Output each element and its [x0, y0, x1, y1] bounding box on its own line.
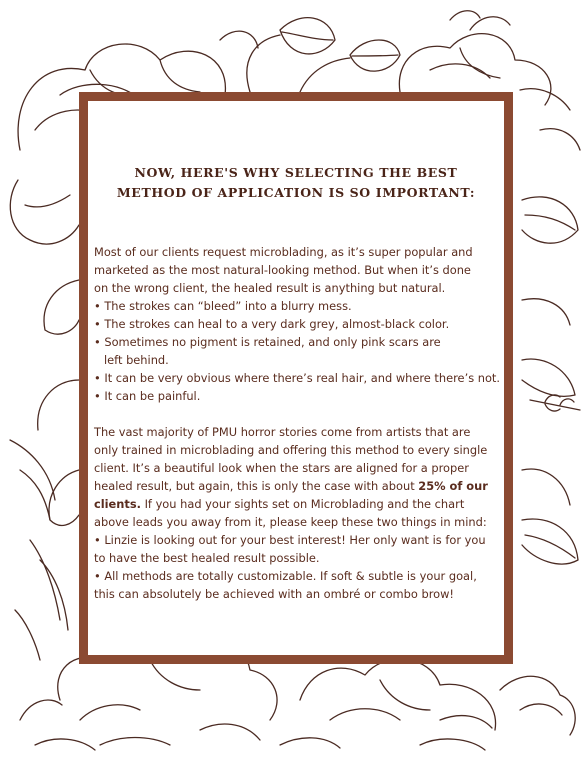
bullet-item: • Linzie is looking out for your best interest! Her only want is for you	[94, 533, 486, 547]
heading-line-2: METHOD OF APPLICATION IS SO IMPORTANT:	[116, 185, 476, 200]
bullet-item: • It can be painful.	[94, 389, 201, 403]
text-line: marketed as the most natural-looking method. But when it’s done	[94, 263, 471, 277]
text-line: The vast majority of PMU horror stories come from artists that are	[94, 425, 471, 439]
text-line: Most of our clients request microblading, as it’s super popular and	[94, 245, 473, 259]
text-line	[94, 477, 506, 495]
emphasis-text: clients.	[94, 497, 141, 511]
text-line: only trained in microblading and offering this method to every single	[94, 443, 488, 457]
text-line: to have the best healed result possible.	[94, 551, 320, 565]
page-heading	[88, 163, 504, 203]
text-segment: healed result, but again, this is only the case with about	[94, 479, 419, 493]
text-line: on the wrong client, the healed result is anything but natural.	[94, 281, 446, 295]
text-segment: If you had your sights set on Microblading and the chart	[140, 497, 465, 511]
bullet-item: • It can be very obvious where there’s real hair, and where there’s not.	[94, 371, 501, 385]
text-line: above leads you away from it, please keep these two things in mind:	[94, 515, 487, 529]
bullet-item: • The strokes can heal to a very dark grey, almost-black color.	[94, 317, 450, 331]
bullet-item: • The strokes can “bleed” into a blurry mess.	[94, 299, 352, 313]
foliage-right	[522, 197, 580, 564]
bullet-item: • All methods are totally customizable. If soft & subtle is your goal,	[94, 569, 477, 583]
text-line	[94, 495, 506, 513]
flower-bottom-right	[280, 659, 575, 750]
leaves-top-center	[220, 18, 400, 92]
heading-line-1: NOW, HERE'S WHY SELECTING THE BEST	[134, 165, 458, 180]
bullet-item-continuation: left behind.	[104, 353, 169, 367]
bullet-item: • Sometimes no pigment is retained, and only pink scars are	[94, 335, 441, 349]
text-line: client. It’s a beautiful look when the stars are aligned for a proper	[94, 461, 469, 475]
details-paragraph	[94, 423, 506, 603]
foliage-left	[10, 280, 79, 660]
emphasis-text: 25% of our	[418, 479, 488, 493]
text-line: this can absolutely be achieved with an ombré or combo brow!	[94, 587, 454, 601]
text-panel	[79, 92, 513, 664]
intro-paragraph	[94, 243, 506, 405]
